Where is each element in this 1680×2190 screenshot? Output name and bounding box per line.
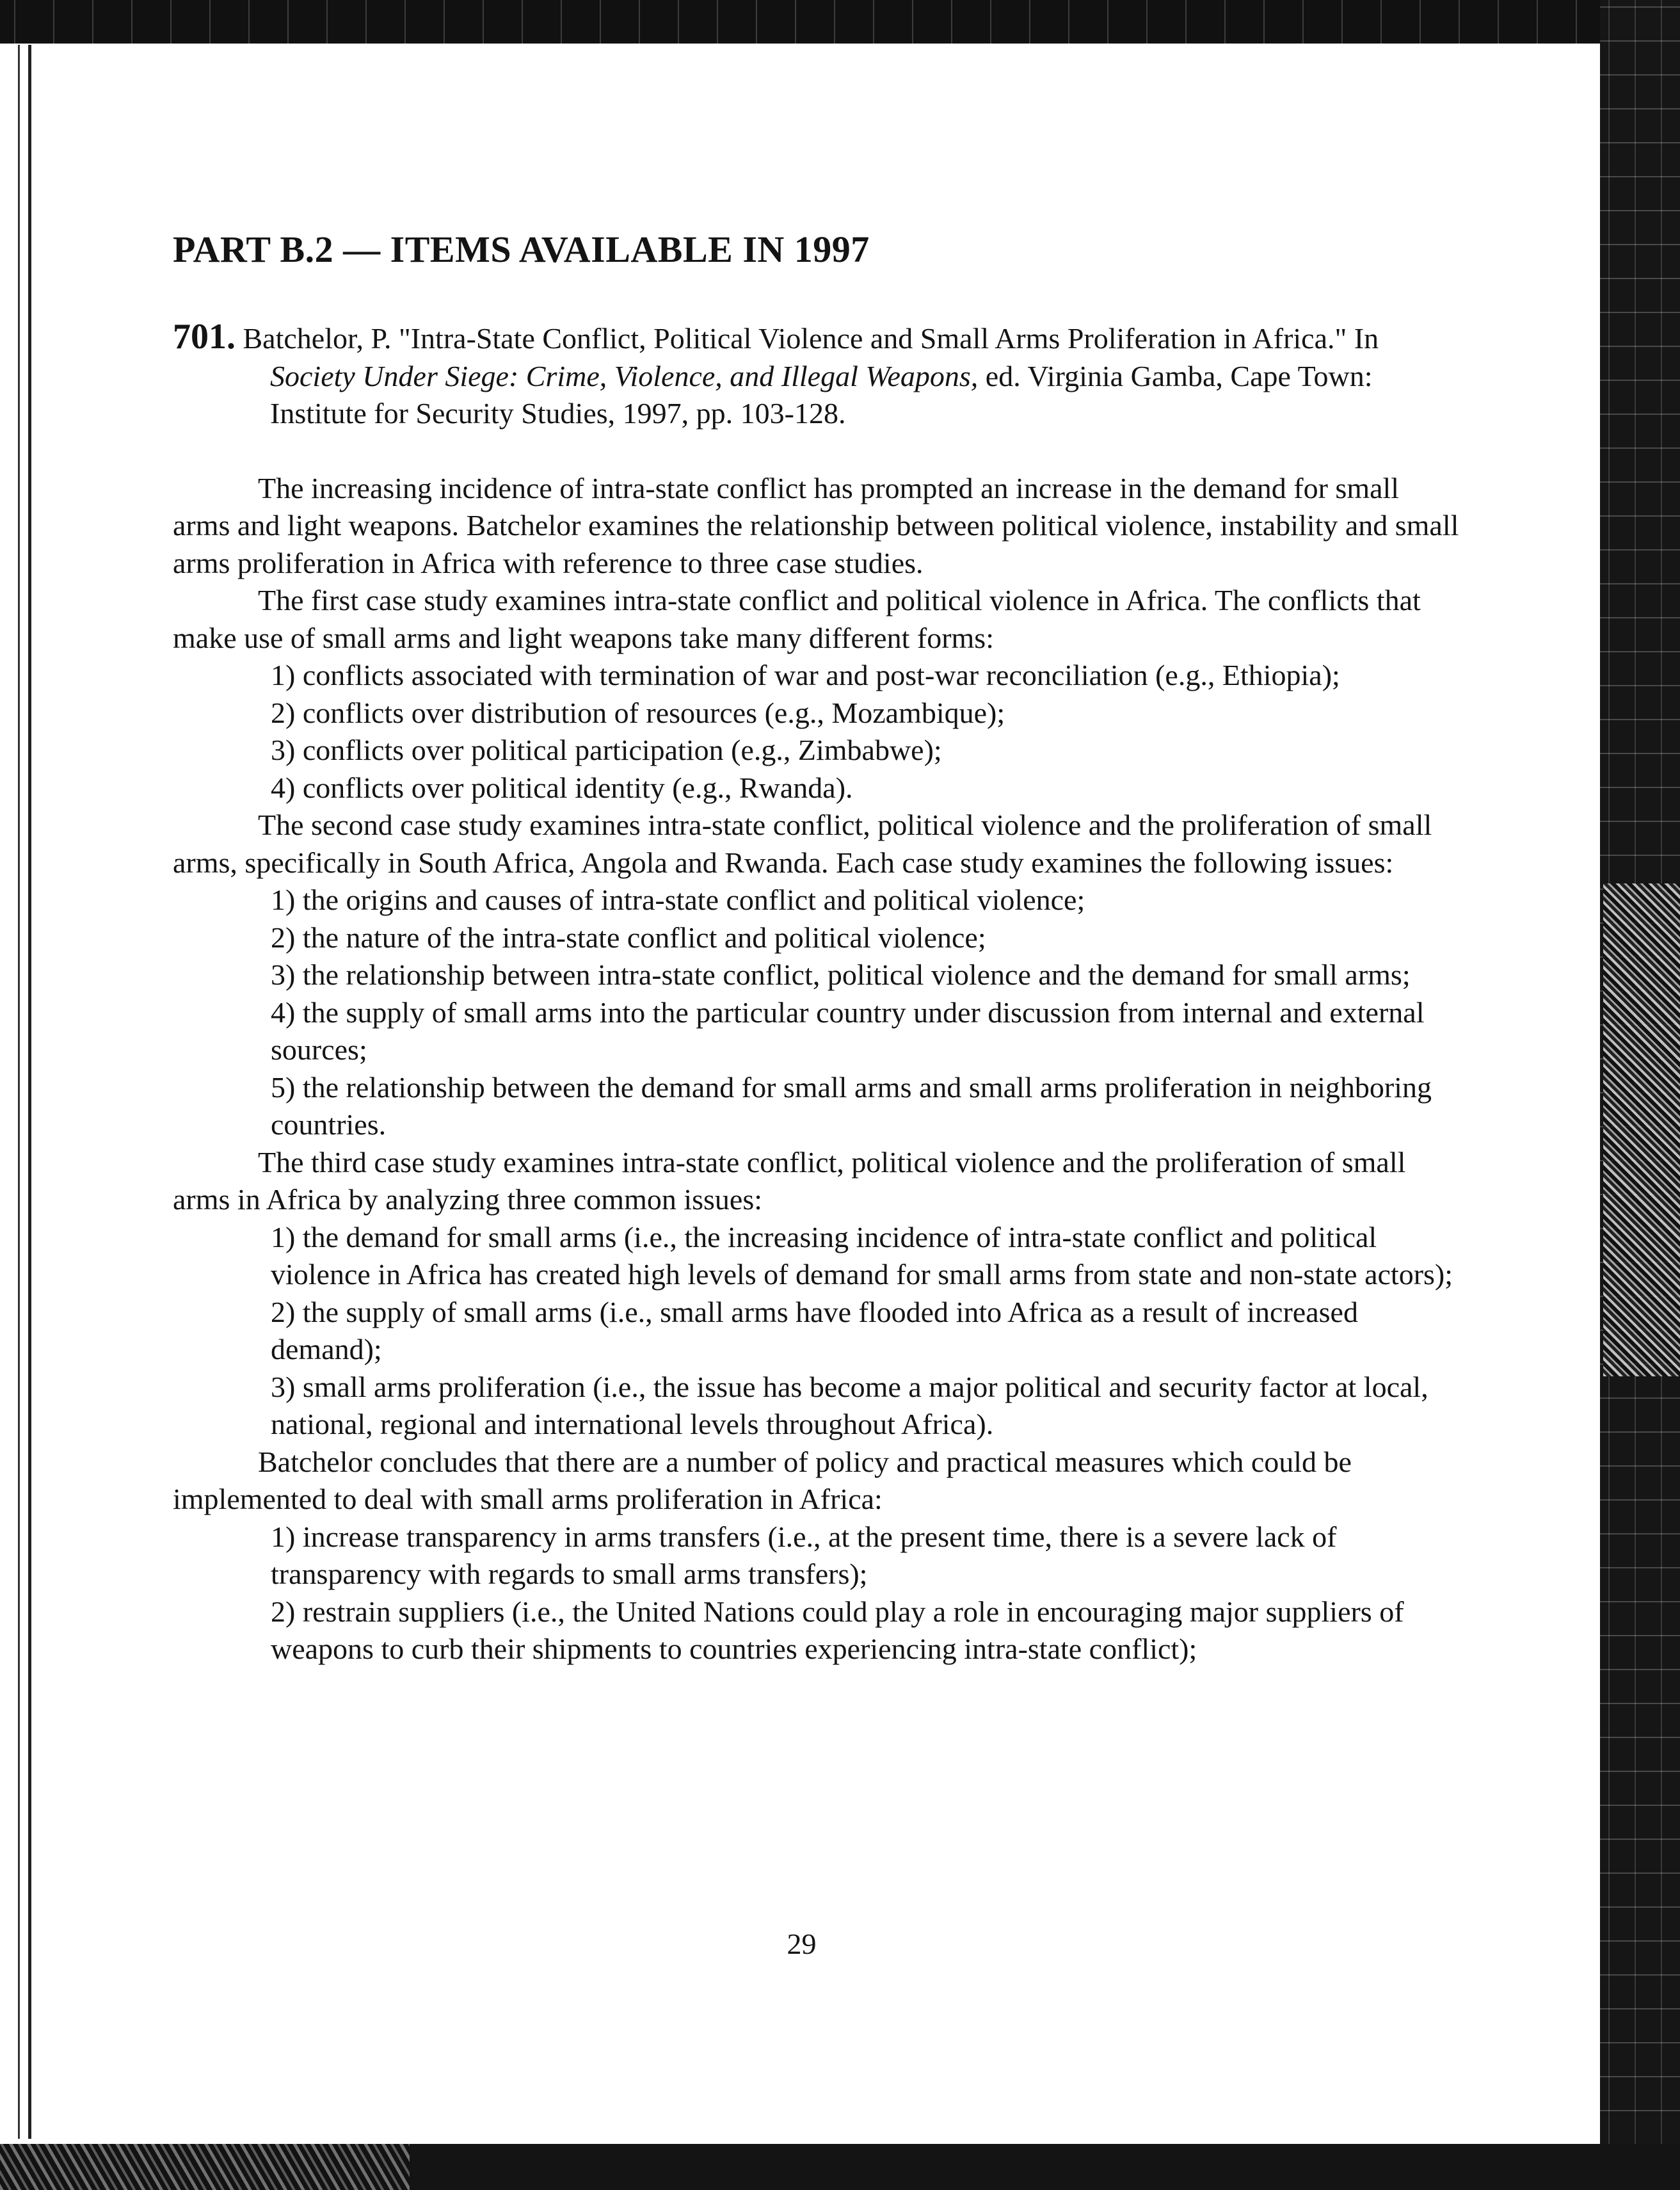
paragraph: The increasing incidence of intra-state conflict has prompted an increase in the demand for small arms and light weapons. Batchelor examines the relationship between political violence, instability and small arms proliferation in Africa with reference to three case studies. — [173, 471, 1459, 579]
list-item: 1) conflicts associated with termination of war and post-war reconciliation (e.g., Ethiopia); — [271, 659, 1340, 691]
paragraph: The first case study examines intra-state conflict and political violence in Africa. The conflicts that make use of small arms and light weapons take many different forms: — [173, 584, 1421, 654]
list-item: 2) the supply of small arms (i.e., small arms have flooded into Africa as a result of increased demand); — [271, 1295, 1358, 1365]
binding-line — [28, 45, 31, 2139]
scan-border-bottom — [0, 2144, 1680, 2190]
paragraph: The third case study examines intra-state conflict, political violence and the proliferation of small arms in Africa by analyzing three common issues: — [173, 1145, 1406, 1216]
list-item: 4) conflicts over political identity (e.g., Rwanda). — [271, 771, 853, 804]
list-item: 2) conflicts over distribution of resources (e.g., Mozambique); — [271, 696, 1005, 729]
list-item: 3) small arms proliferation (i.e., the issue has become a major political and security factor at local, national, regional and international levels throughout Africa). — [271, 1370, 1428, 1440]
left-margin — [0, 0, 45, 2190]
section-heading: PART B.2 — ITEMS AVAILABLE IN 1997 — [173, 229, 870, 270]
list-item: 4) the supply of small arms into the particular country under discussion from internal and external sources; — [271, 995, 1425, 1066]
list-item: 3) conflicts over political participation (e.g., Zimbabwe); — [271, 734, 942, 766]
paragraph: Batchelor concludes that there are a number of policy and practical measures which could be implemented to deal with small arms proliferation in Africa: — [173, 1445, 1352, 1515]
list-item: 5) the relationship between the demand for small arms and small arms proliferation in neighboring countries. — [271, 1070, 1432, 1141]
scan-noise — [1603, 883, 1680, 1376]
page-number: 29 — [787, 1928, 817, 1960]
list-item: 2) restrain suppliers (i.e., the United Nations could play a role in encouraging major suppliers of weapons to curb their shipments to countries experiencing intra-state conflict); — [271, 1595, 1404, 1665]
citation-title: Society Under Siege: Crime, Violence, and Illegal Weapons, — [270, 359, 979, 392]
list-item: 3) the relationship between intra-state conflict, political violence and the demand for small arms; — [271, 958, 1411, 991]
page-content — [173, 227, 1459, 1668]
bibliography-entry — [173, 318, 1459, 433]
paragraph: The second case study examines intra-state conflict, political violence and the proliferation of small arms, specifically in South Africa, Angola and Rwanda. Each case study examines the following issues: — [173, 809, 1432, 879]
list-item: 1) the demand for small arms (i.e., the increasing incidence of intra-state conflict and political violence in Africa has created high levels of demand for small arms from state and non-state actors); — [271, 1220, 1453, 1291]
list-item: 2) the nature of the intra-state conflict and political violence; — [271, 921, 986, 954]
citation-text: Batchelor, P. "Intra-State Conflict, Political Violence and Small Arms Proliferation in Africa." In — [243, 322, 1379, 355]
citation-text: ed. Virginia Gamba, Cape Town: Institute for Security Studies, 1997, pp. 103-128. — [270, 359, 1373, 430]
entry-number: 701. — [173, 317, 236, 357]
list-item: 1) increase transparency in arms transfers (i.e., at the present time, there is a severe lack of transparency with regards to small arms transfers); — [271, 1520, 1337, 1590]
list-item: 1) the origins and causes of intra-state conflict and political violence; — [271, 883, 1085, 916]
binding-line — [18, 45, 20, 2139]
scan-border-top — [0, 0, 1680, 44]
